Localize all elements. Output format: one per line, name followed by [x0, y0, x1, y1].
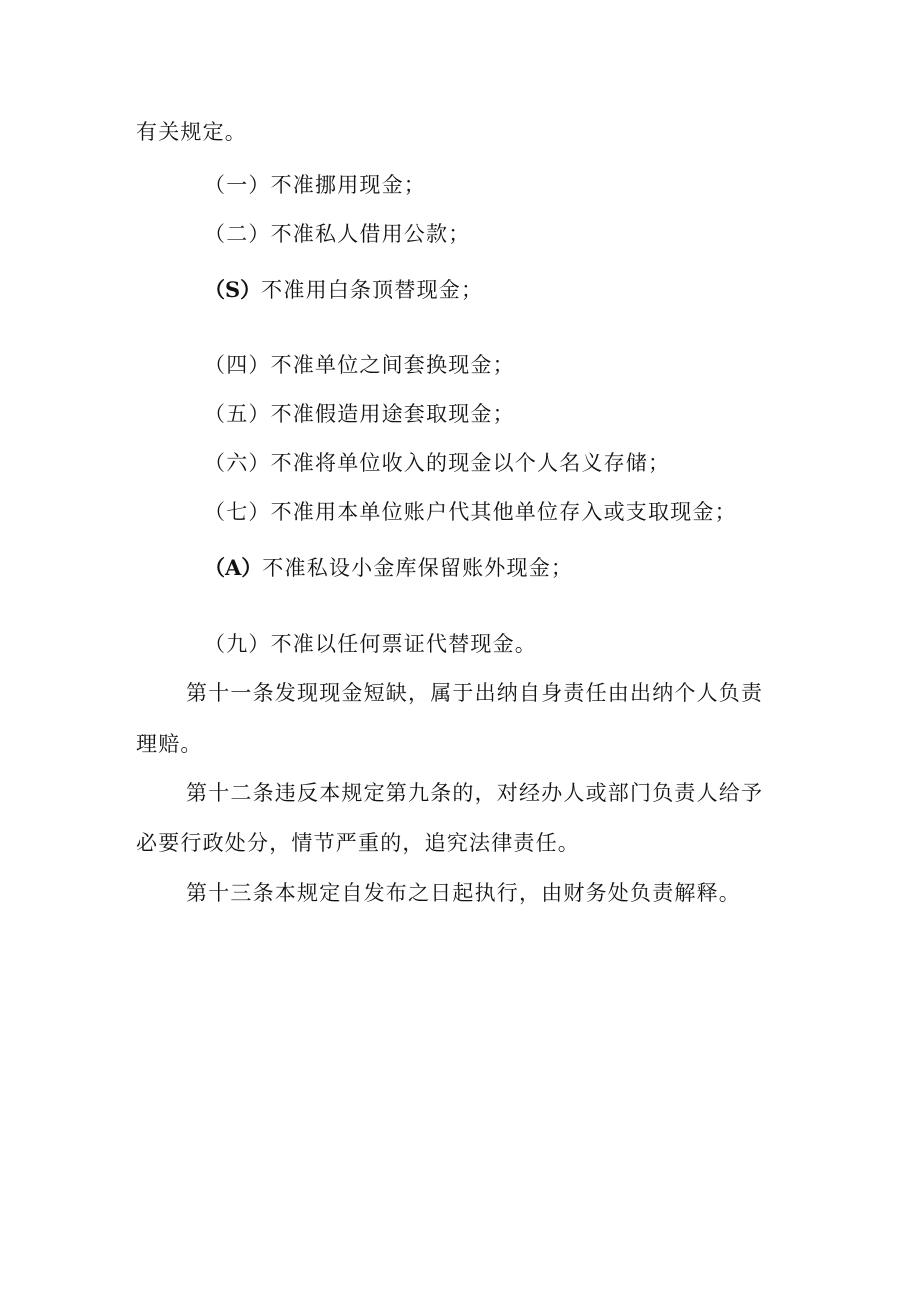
article-text: 第十一条发现现金短缺，属于出纳自身责任由出纳个人负责: [186, 681, 764, 705]
rule-item-text: 不准用白条顶替现金；: [261, 278, 484, 302]
rule-item-1: [204, 171, 426, 199]
article-text: 必要行政处分，情节严重的，追究法律责任。: [136, 831, 580, 855]
rule-item-text: （一）不准挪用现金；: [204, 173, 426, 197]
rule-item-2: [204, 220, 470, 248]
rule-item-text: （九）不准以任何票证代替现金。: [204, 632, 537, 656]
rule-item-text: （六）不准将单位收入的现金以个人名义存储；: [204, 451, 671, 475]
rule-item-text: （二）不准私人借用公款；: [204, 222, 471, 246]
rule-item-4: [204, 351, 515, 379]
article-12-line-2: [136, 829, 580, 857]
article-text: 第十三条本规定自发布之日起执行，由财务处负责解释。: [186, 881, 741, 905]
rule-item-text: 不准私设小金库保留账外现金；: [262, 556, 574, 580]
article-12-line-1: [186, 779, 763, 807]
article-13-line: [186, 879, 741, 907]
rule-item-8: [204, 554, 573, 582]
article-11-line-1: [186, 679, 763, 707]
rule-item-5: [204, 400, 515, 428]
continuation-line: [136, 118, 247, 146]
rule-item-text: （四）不准单位之间套换现金；: [204, 353, 515, 377]
continuation-text: 有关规定。: [136, 120, 247, 144]
rule-item-9: [204, 630, 537, 658]
article-text: 理赔。: [136, 732, 203, 756]
rule-item-label: （S）: [204, 277, 262, 302]
rule-item-7: [204, 498, 737, 526]
article-11-line-2: [136, 730, 203, 758]
rule-item-text: （七）不准用本单位账户代其他单位存入或支取现金；: [204, 500, 737, 524]
rule-item-3: [204, 276, 483, 304]
rule-item-text: （五）不准假造用途套取现金；: [204, 402, 515, 426]
rule-item-label: （A）: [204, 555, 263, 580]
rule-item-6: [204, 449, 670, 477]
article-text: 第十二条违反本规定第九条的，对经办人或部门负责人给予: [186, 781, 764, 805]
